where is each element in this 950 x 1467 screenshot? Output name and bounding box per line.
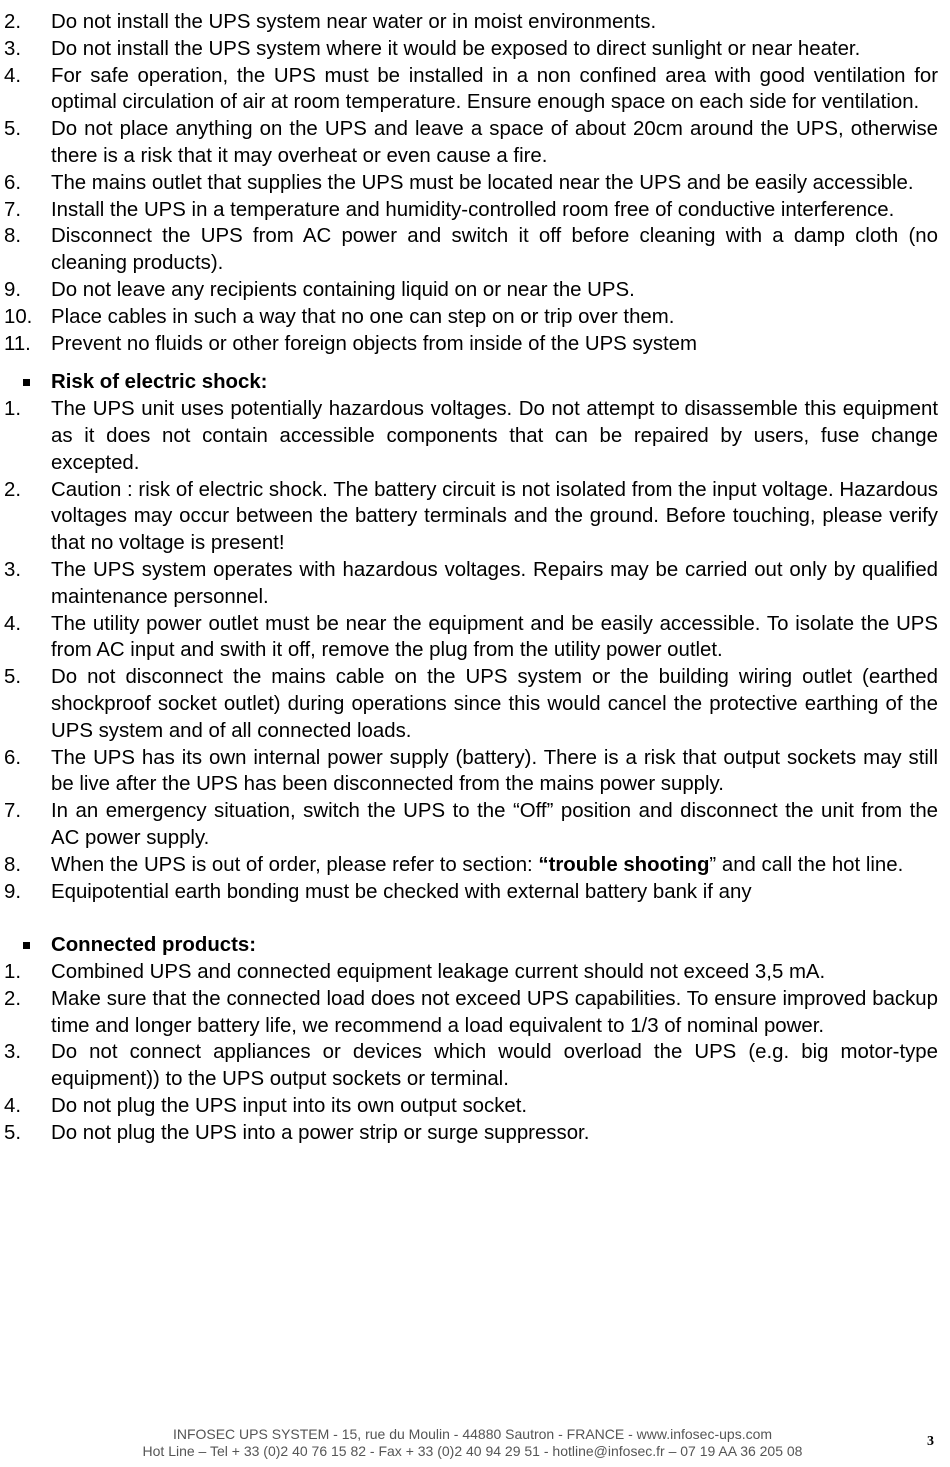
item-number: 4. (4, 64, 22, 87)
item-text: Combined UPS and connected equipment leakage current should not exceed 3,5 mA. (51, 961, 826, 984)
item-text: Do not plug the UPS input into its own output socket. (51, 1095, 528, 1118)
item-text: Do not plug the UPS into a power strip or surge suppressor. (51, 1121, 590, 1144)
item-number: 5. (4, 666, 22, 689)
page-footer (0, 1426, 950, 1460)
spacer (0, 357, 950, 369)
item-number: 1. (4, 961, 22, 984)
item-number: 6. (4, 171, 22, 194)
list-item (0, 9, 950, 36)
spacer (0, 905, 950, 932)
item-number: 9. (4, 880, 22, 903)
item-text: The UPS unit uses potentially hazardous voltages. Do not attempt to disassemble this equipment as it does not contain accessible components that can be repaired by users, fuse change excepted. (51, 398, 938, 474)
list-item (0, 63, 950, 117)
item-text: For safe operation, the UPS must be installed in a non confined area with good ventilation for optimal circulation of air at room temperature. Ensure enough space on each side for ventilation. (51, 64, 938, 114)
item-number: 2. (4, 478, 22, 501)
item-number: 4. (4, 1095, 22, 1118)
item-number: 5. (4, 118, 22, 141)
item-number: 3. (4, 1041, 22, 1064)
item-text: Do not leave any recipients containing liquid on or near the UPS. (51, 278, 635, 301)
item-number: 8. (4, 853, 22, 876)
item-text: Install the UPS in a temperature and humidity-controlled room free of conductive interference. (51, 198, 895, 221)
item-text: Place cables in such a way that no one can step on or trip over them. (51, 305, 675, 328)
list-item (0, 116, 950, 170)
list-item (0, 1039, 950, 1093)
item-number: 1. (4, 398, 22, 421)
item-text: Prevent no fluids or other foreign objects from inside of the UPS system (51, 332, 698, 355)
section-heading-text: Risk of electric shock: (51, 371, 268, 394)
item-text: Do not place anything on the UPS and leave a space of about 20cm around the UPS, otherwise there is a risk that it may overheat or even cause a fire. (51, 118, 938, 167)
list-item (0, 557, 950, 611)
section-heading-text: Connected products: (51, 934, 257, 957)
item-text: The mains outlet that supplies the UPS must be located near the UPS and be easily accessible. (51, 171, 914, 194)
connected-products-list (0, 959, 950, 1147)
item-number: 7. (4, 800, 22, 823)
list-item (0, 1120, 950, 1147)
item-number: 5. (4, 1121, 22, 1144)
installation-list (0, 9, 950, 357)
item-number: 2. (4, 987, 22, 1010)
list-item (0, 304, 950, 331)
item-text-post: ” and call the hot line. (709, 853, 904, 876)
item-text: Do not disconnect the mains cable on the UPS system or the building wiring outlet (earthed shockproof socket outlet) during operations since this would cancel the protective earthing of the UPS system and of all connected loads. (51, 666, 938, 742)
item-number: 8. (4, 225, 22, 248)
item-number: 11. (4, 332, 31, 355)
item-text: Disconnect the UPS from AC power and switch it off before cleaning with a damp cloth (no cleaning products). (51, 225, 938, 275)
footer-address: INFOSEC UPS SYSTEM - 15, rue du Moulin - 44880 Sautron - FRANCE - www.infosec-ups.com (172, 1426, 773, 1442)
list-item (0, 959, 950, 986)
electric-shock-list (0, 396, 950, 905)
list-item (0, 396, 950, 476)
item-text: Equipotential earth bonding must be checked with external battery bank if any (51, 880, 752, 903)
page-number: 3 (927, 1434, 934, 1449)
square-bullet-icon (23, 379, 30, 386)
item-text-pre: When the UPS is out of order, please refer to section: (51, 853, 539, 876)
item-number: 4. (4, 612, 22, 635)
list-item (0, 1093, 950, 1120)
list-item (0, 477, 950, 557)
item-text: The UPS has its own internal power supply (battery). There is a risk that output sockets may still be live after the UPS has been disconnected from the mains power supply. (51, 746, 938, 796)
list-item (0, 986, 950, 1040)
list-item (0, 611, 950, 665)
list-item (0, 223, 950, 277)
item-text: Do not install the UPS system near water or in moist environments. (51, 11, 657, 33)
list-item (0, 331, 950, 358)
item-number: 7. (4, 198, 22, 221)
section-heading-electric-shock (0, 369, 950, 396)
square-bullet-icon (23, 942, 30, 949)
item-text: Do not install the UPS system where it would be exposed to direct sunlight or near heater. (51, 37, 861, 60)
item-text: Do not connect appliances or devices which would overload the UPS (e.g. big motor-type equipment)) to the UPS output sockets or terminal. (51, 1041, 938, 1091)
item-text: The utility power outlet must be near the equipment and be easily accessible. To isolate the UPS from AC input and swith it off, remove the plug from the utility power outlet. (51, 612, 938, 662)
item-number: 10. (4, 305, 33, 328)
list-item (0, 36, 950, 63)
list-item (0, 664, 950, 744)
trouble-shooting-reference: “trouble shooting (538, 853, 710, 876)
item-number: 2. (4, 11, 22, 33)
list-item (0, 852, 950, 879)
item-number: 3. (4, 37, 22, 60)
list-item (0, 197, 950, 224)
item-number: 3. (4, 558, 22, 581)
footer-contact: Hot Line – Tel + 33 (0)2 40 76 15 82 - Fax + 33 (0)2 40 94 29 51 - hotline@infosec.fr – 07 19 AA 36 205 08 (142, 1443, 803, 1459)
list-item (0, 798, 950, 852)
item-number: 9. (4, 278, 22, 301)
section-heading-connected-products (0, 932, 950, 959)
item-text: The UPS system operates with hazardous voltages. Repairs may be carried out only by qualified maintenance personnel. (51, 558, 938, 608)
list-item (0, 879, 950, 906)
list-item (0, 170, 950, 197)
document-body (0, 9, 950, 1147)
item-text: In an emergency situation, switch the UPS to the “Off” position and disconnect the unit from the AC power supply. (51, 800, 938, 849)
item-number: 6. (4, 746, 22, 769)
item-text: Caution : risk of electric shock. The battery circuit is not isolated from the input voltage. Hazardous voltages may occur between the battery terminals and the ground. Before touching, please verify that no voltage is present! (51, 478, 938, 555)
list-item (0, 745, 950, 799)
item-text: Make sure that the connected load does not exceed UPS capabilities. To ensure improved backup time and longer battery life, we recommend a load equivalent to 1/3 of nominal power. (51, 987, 938, 1037)
list-item (0, 277, 950, 304)
